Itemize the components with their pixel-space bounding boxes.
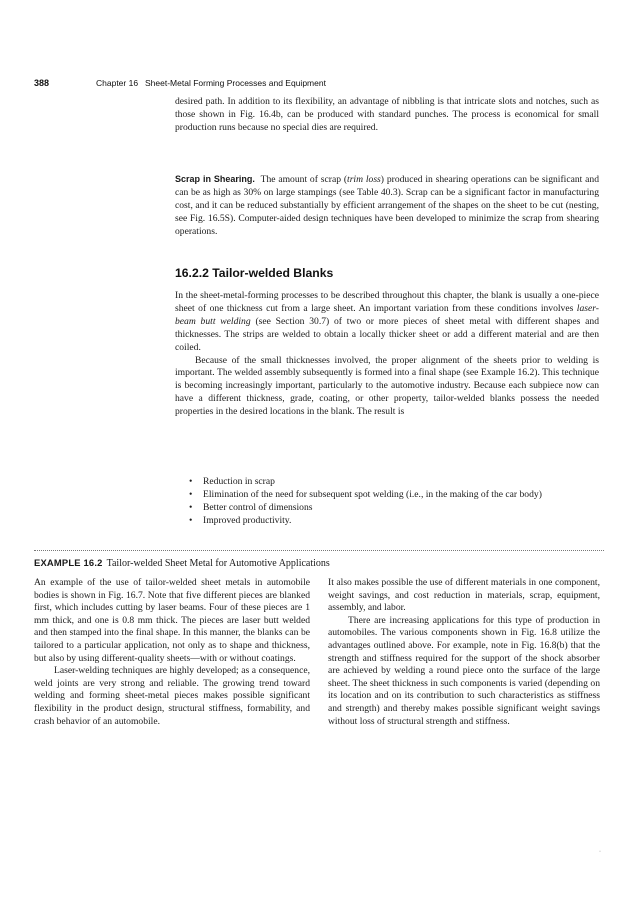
- scrap-text-1: The amount of scrap (: [260, 174, 348, 185]
- list-item: • Reduction in scrap: [189, 476, 275, 487]
- list-item: • Elimination of the need for subsequent spot welding (i.e., in the making of the car body): [189, 488, 542, 500]
- section-16-2-2: [175, 266, 599, 280]
- scrap-italic: trim loss: [347, 174, 381, 185]
- example-left-paragraph-2: Laser-welding techniques are highly developed; as a consequence, weld joints are very strong and reliable. The growing trend toward welding and forming sheet-metal pieces makes possible significant flexibility in the product design, structural stiffness, formability, and crash behavior of an automobile.: [34, 665, 310, 727]
- example-left-column: [34, 577, 310, 728]
- example-right-paragraph-1: It also makes possible the use of different materials in one component, weight savings, and cost reduction in materials, scrap, equipment, assembly, and labor.: [328, 577, 600, 614]
- section-body: [175, 290, 599, 419]
- nibbling-paragraph: desired path. In addition to its flexibility, an advantage of nibbling is that intricate slots and notches, such as those shown in Fig. 16.4b, can be produced with standard punches. The process is economical for small production runs because no special dies are required.: [175, 96, 599, 133]
- section-paragraph-2: Because of the small thicknesses involved, the proper alignment of the sheets prior to welding is important. The welded assembly subsequently is formed into a final shape (see Example 16.2). This technique is becoming increasingly important, particularly to the automotive industry. Because each subpiece now can have a different thickness, grade, coating, or other property, tailor-welded blanks possess the needed properties in the desired locations in the blank. The result is: [175, 354, 599, 418]
- scrap-paragraph: [175, 173, 599, 239]
- section-heading: 16.2.2 Tailor-welded Blanks: [175, 266, 334, 280]
- para1-italic: laser-beam butt welding: [175, 302, 599, 327]
- example-right-paragraph-2: There are increasing applications for this type of production in automobiles. The various components shown in Fig. 16.8 utilize the advantages outlined above. For example, note in Fig. 16.8(b) that the strength and stiffness required for the support of the shock absorber are achieved by welding a round piece onto the surface of the large sheet. The sheet thickness in such components is varied (depending on its location and on its contribution to such characteristics as stiffness and strength) and thereby makes possible significant weight savings without loss of structural strength and stiffness.: [328, 614, 600, 727]
- result-bullet-list: [187, 476, 597, 528]
- example-divider: [34, 550, 604, 551]
- scrap-text-2: ) produced in shearing operations can be significant and can be as high as 30% on large stampings (see Table 40.3). Scrap can be a significant factor in manufacturing cost, and it can be reduced substantially by efficient arrangement of the shapes on the sheet to be cut (nesting, see Fig. 16.5S). Computer-aided design techniques have been developed to minimize the scrap from shearing operations.: [175, 174, 599, 237]
- para1-text-2: (see Section 30.7) of two or more pieces of sheet metal with different shapes and thicknesses. The strips are welded to obtain a locally thicker sheet or add a different material and are then coiled.: [175, 315, 599, 353]
- example-title: [34, 557, 604, 571]
- nibbling-paragraph-block: [175, 96, 599, 135]
- scrap-heading: Scrap in Shearing.: [175, 174, 255, 184]
- para1-text-1: In the sheet-metal-forming processes to be described throughout this chapter, the blank is usually a one-piece sheet of one thickness cut from a large sheet. An important variation from these conditions involves: [175, 290, 599, 314]
- example-label: EXAMPLE 16.2: [34, 557, 103, 568]
- list-item: • Better control of dimensions: [189, 501, 313, 513]
- section-paragraph-1: [175, 290, 599, 355]
- example-left-paragraph-1: An example of the use of tailor-welded sheet metals in automobile bodies is shown in Fig. 16.7. Note that five different pieces are blanked first, which includes cutting by laser beams. Four of these pieces are 1 mm thick, and one is 0.8 mm thick. The pieces are laser butt welded and then stamped into the final shape. In this manner, the blanks can be tailored to a particular application, not only as to shape and thickness, but also by using different-quality sheets—with or without coatings.: [34, 577, 310, 664]
- running-header: [34, 78, 604, 92]
- scrap-paragraph-block: [175, 173, 599, 239]
- page-number: 388: [34, 78, 50, 88]
- chapter-title: Sheet-Metal Forming Processes and Equipment: [145, 78, 326, 88]
- example-title-text: Tailor-welded Sheet Metal for Automotive Applications: [106, 558, 330, 569]
- list-item: • Improved productivity.: [189, 514, 292, 526]
- scan-mark: ·: [599, 849, 601, 855]
- chapter-label: Chapter 16: [96, 78, 139, 88]
- example-right-column: [328, 577, 600, 728]
